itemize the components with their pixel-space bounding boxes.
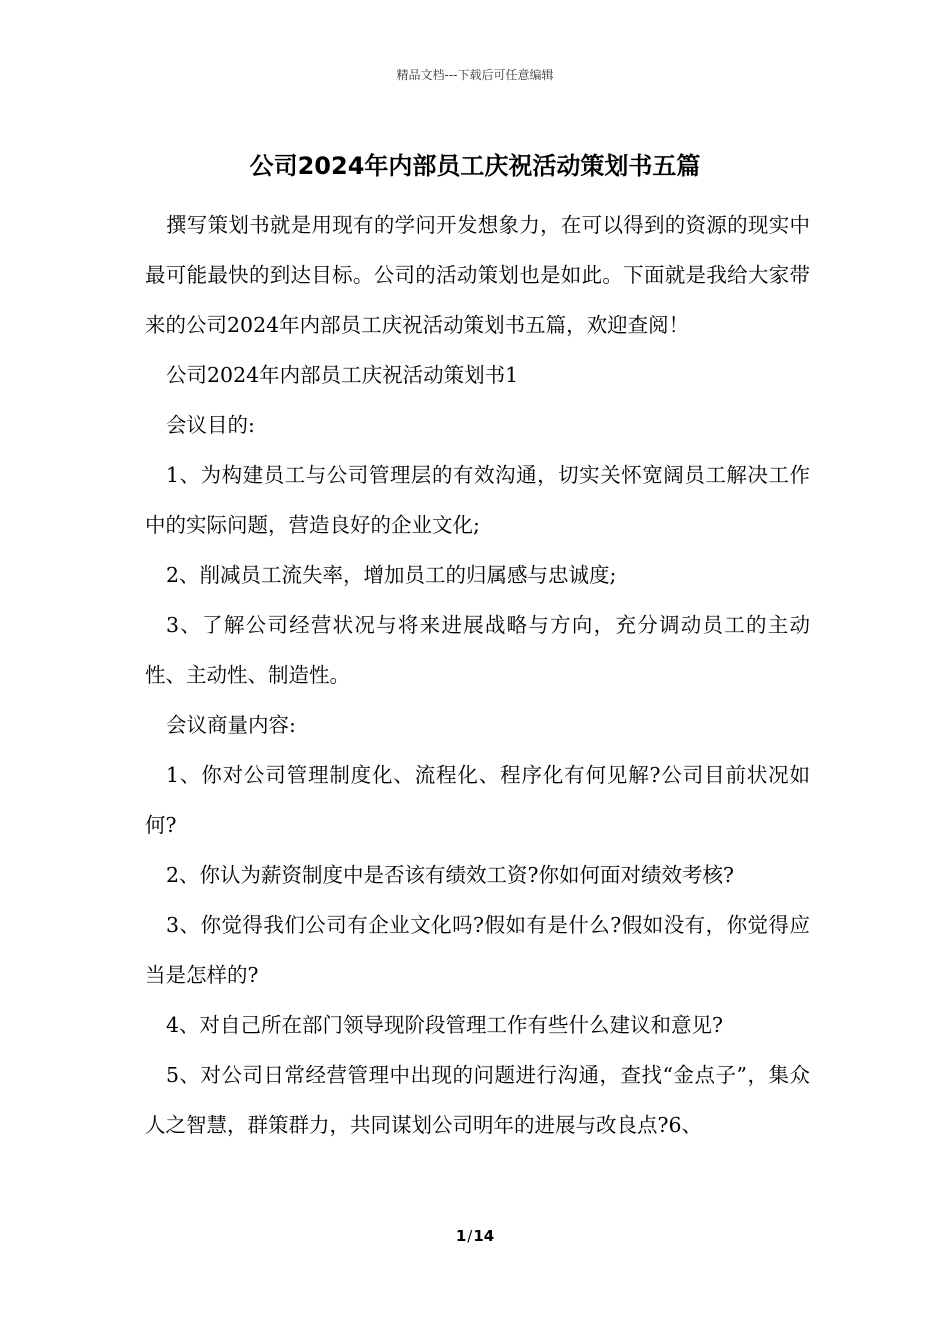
paragraph-discussion-item-3: 3、你觉得我们公司有企业文化吗?假如有是什么?假如没有，你觉得应当是怎样的? [145, 913, 810, 987]
document-title: 公司2024年内部员工庆祝活动策划书五篇 [249, 152, 701, 180]
page-separator: / [467, 1227, 473, 1245]
paragraph-purpose-item-3: 3、了解公司经营状况与将来进展战略与方向，充分调动员工的主动性、主动性、制造性。 [145, 613, 810, 687]
document-body [145, 200, 810, 1150]
paragraph-discussion-label: 会议商量内容: [166, 713, 296, 737]
paragraph-discussion-item-4: 4、对自己所在部门领导现阶段管理工作有些什么建议和意见? [166, 1013, 724, 1037]
total-page-count: 14 [473, 1227, 495, 1245]
page-number [0, 1224, 950, 1248]
current-page-number: 1 [455, 1227, 467, 1245]
paragraph-purpose-item-1: 1、为构建员工与公司管理层的有效沟通，切实关怀宽阔员工解决工作中的实际问题，营造良好的企业文化; [145, 463, 810, 537]
paragraph-discussion-item-1: 1、你对公司管理制度化、流程化、程序化有何见解?公司目前状况如何? [145, 763, 810, 837]
paragraph-purpose-item-2: 2、削减员工流失率，增加员工的归属感与忠诚度; [166, 563, 617, 587]
header-note: 精品文档---下载后可任意编辑 [396, 68, 554, 82]
paragraph-discussion-item-5: 5、对公司日常经营管理中出现的问题进行沟通，查找“金点子”，集众人之智慧，群策群力，共同谋划公司明年的进展与改良点?6、 [145, 1063, 810, 1137]
paragraph-meeting-purpose-label: 会议目的: [166, 413, 255, 437]
paragraph-intro: 撰写策划书就是用现有的学问开发想象力，在可以得到的资源的现实中最可能最快的到达目标。公司的活动策划也是如此。下面就是我给大家带来的公司2024年内部员工庆祝活动策划书五篇，欢迎查阅！ [145, 213, 810, 337]
paragraph-section-heading: 公司2024年内部员工庆祝活动策划书1 [166, 363, 519, 387]
paragraph-discussion-item-2: 2、你认为薪资制度中是否该有绩效工资?你如何面对绩效考核? [166, 863, 735, 887]
